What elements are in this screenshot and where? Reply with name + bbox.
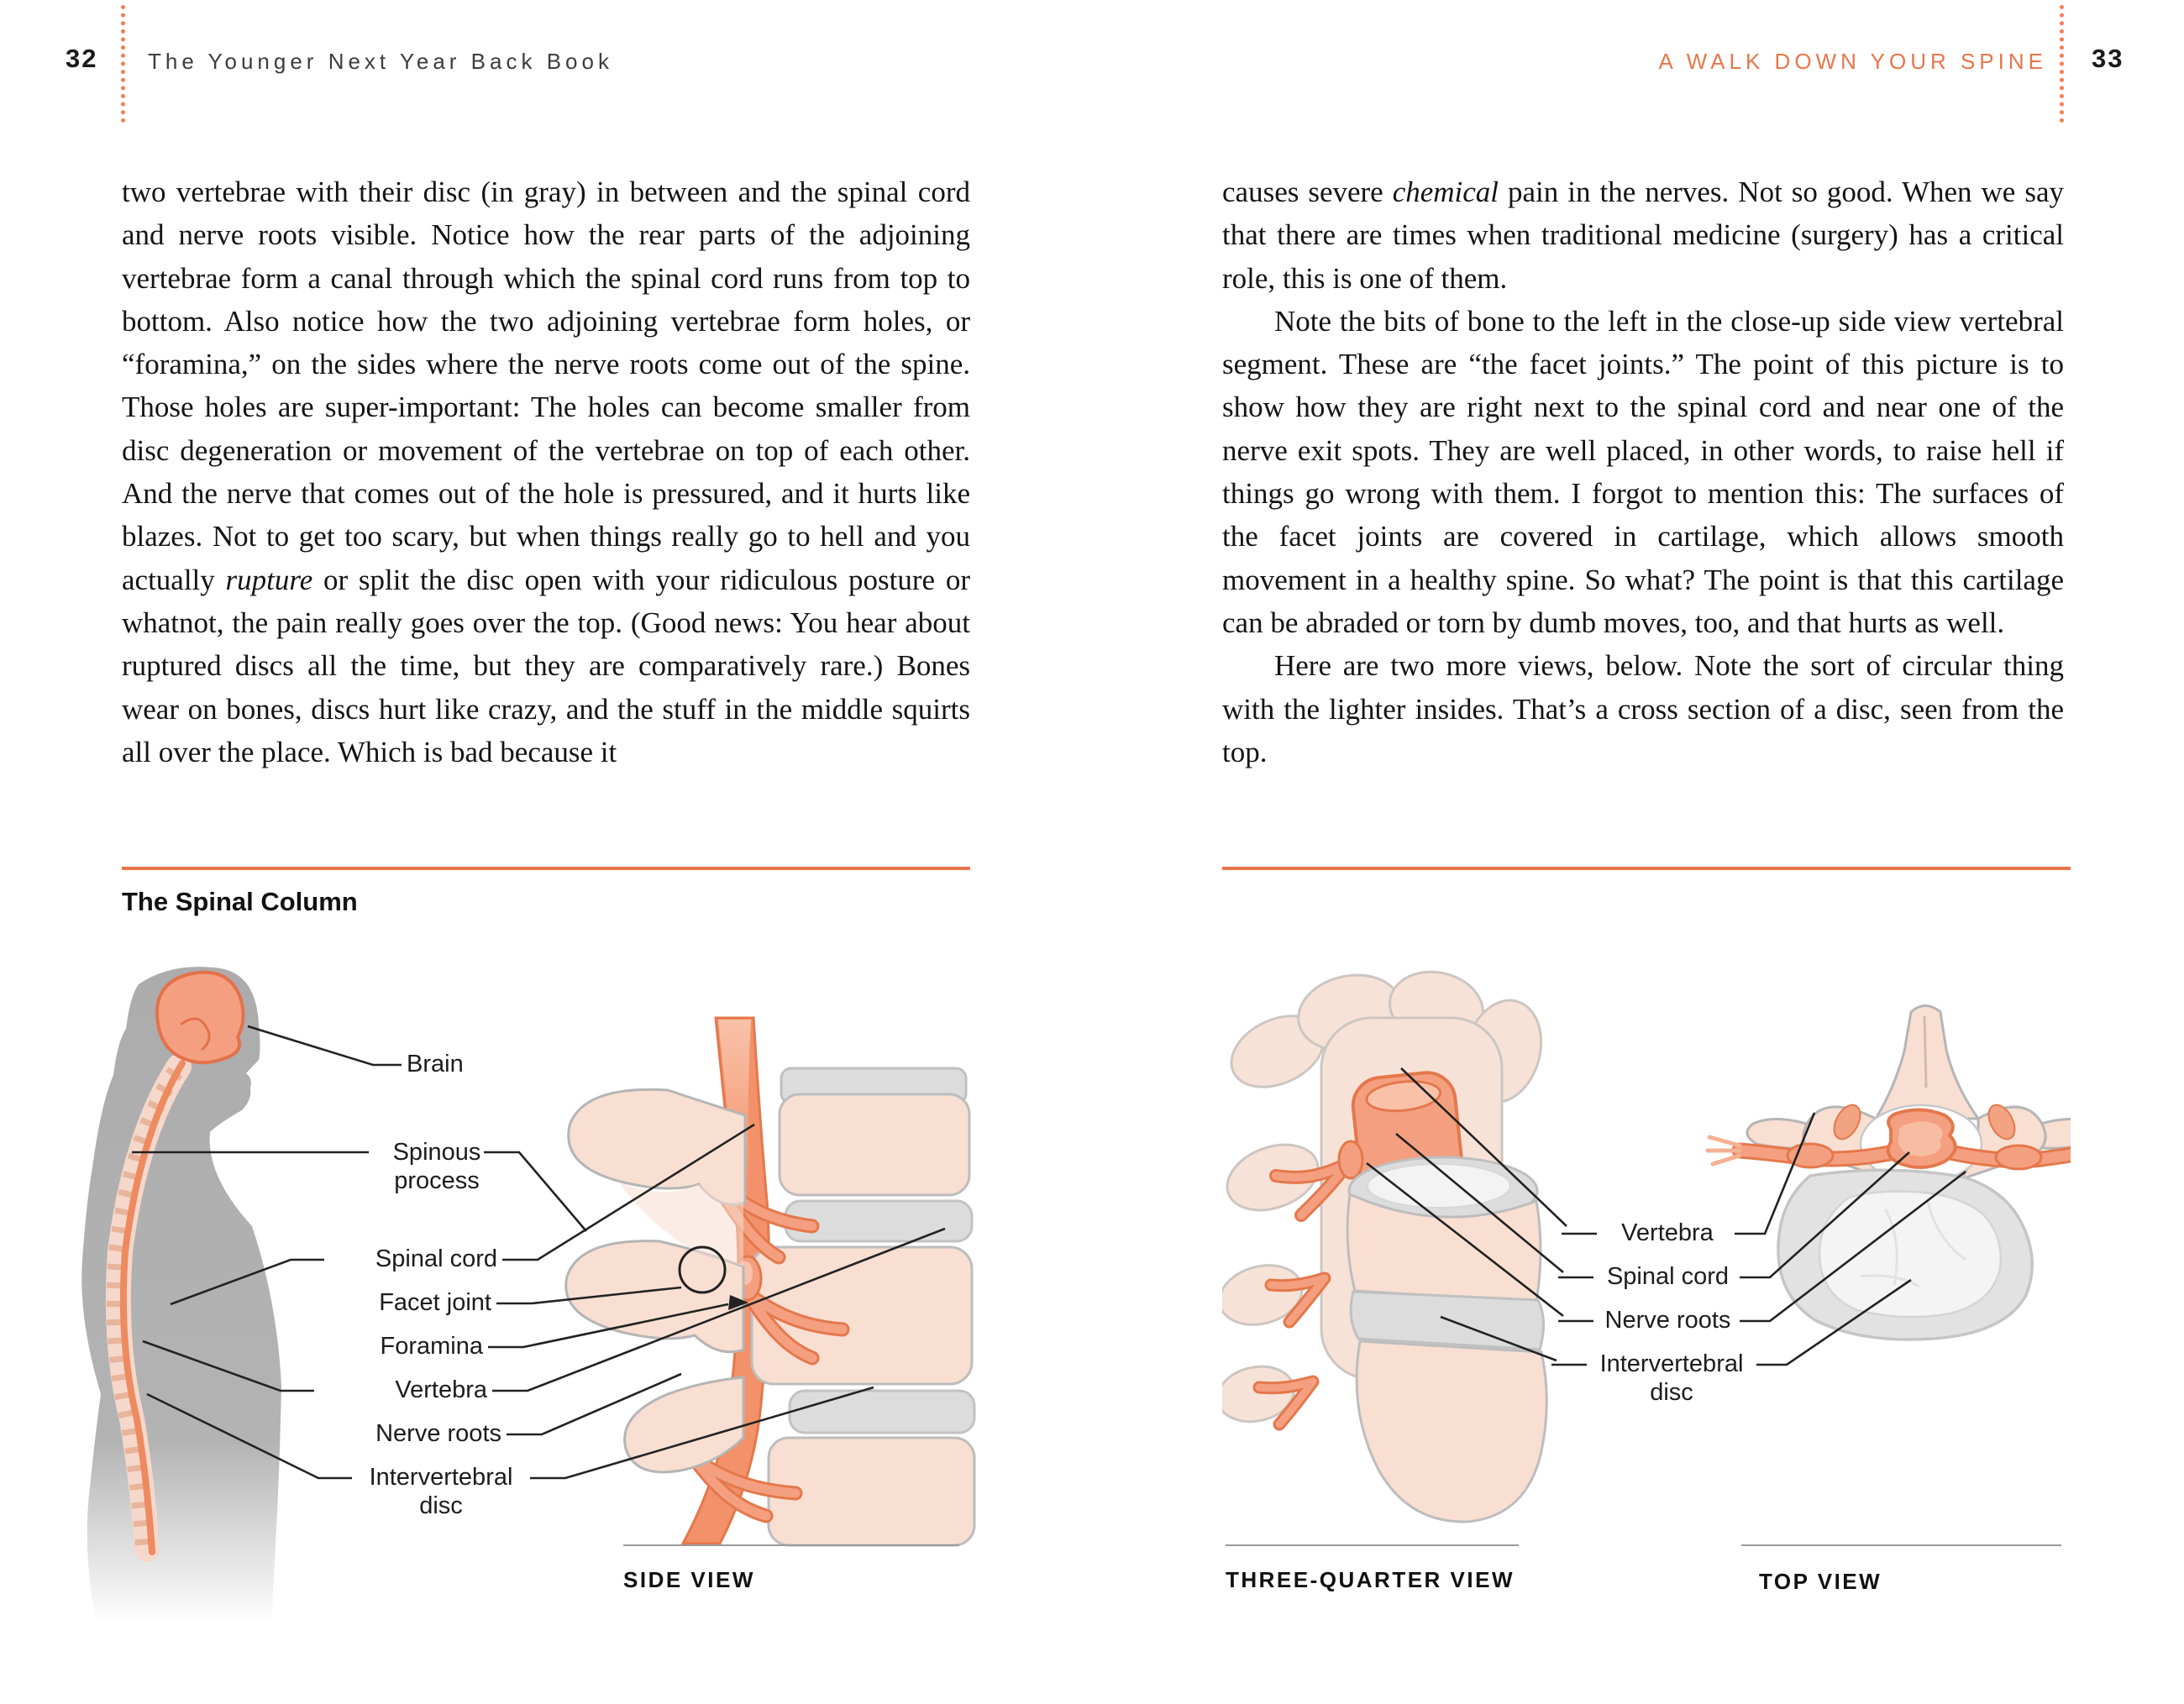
disc-nucleus-top [1819,1192,2001,1318]
label-spinous-process [374,1138,500,1195]
brain-leader [248,1026,402,1065]
intervertebral-disc-2 [790,1391,974,1433]
human-silhouette [81,967,281,1625]
text-run-italic: rupture [225,563,313,596]
label-spinal-cord: Spinal cord [1606,1263,1730,1290]
paragraph [122,170,970,773]
spinous-process-top [1876,1006,1978,1119]
body-text-left [122,170,970,773]
label-line: process [394,1167,480,1194]
header-dotted-rule-left [121,5,125,123]
text-run: or split the disc open with your ridiculous posture or whatnot, the pain really goes over the top. (Good news: You hear about ruptured discs all the time, but they are comparatively rare.) Bones wear on bones, discs hurt like crazy, and the stuff in the middle squirts all over the place. Which is bad because it [122,563,970,768]
figure-heading: The Spinal Column [122,887,358,916]
vertebra-views-figure [1222,924,2071,1704]
label-vertebra: Vertebra [395,1376,487,1403]
side-view-illustration [566,1018,974,1545]
page-number-left: 32 [66,44,98,73]
body-text-right [1222,170,2064,773]
label-nerve-roots: Nerve roots [375,1420,501,1447]
three-quarter-view-caption: THREE-QUARTER VIEW [1226,1567,1515,1592]
brain-shape [157,973,244,1062]
spinal-cord-inner [1898,1121,1943,1156]
page-number-right: 33 [2092,44,2124,73]
side-view-caption-rule [623,1544,959,1546]
text-run-italic: chemical [1392,176,1499,208]
vertebral-body-1 [780,1094,969,1195]
label-line: Spinous [392,1139,481,1166]
label-brain: Brain [407,1051,464,1077]
paragraph: Here are two more views, below. Note the sort of circular thing with the lighter insides. That’s a cross section of a disc, seen from the top. [1222,649,2064,768]
spinous-ridge [1924,1016,1926,1088]
text-run: causes severe [1222,176,1393,208]
label-line: disc [419,1492,463,1519]
text-run: pain in the nerves. Not so good. When we say that there are times when traditional medicine (surgery) has a critical role, this is one of them. [1222,176,2064,295]
label-facet-joint: Facet joint [379,1289,491,1316]
text-run: two vertebrae with their disc (in gray) in between and the spinal cord and nerve roots visible. Notice how the rear parts of the adjoining vertebrae form a canal through which the spinal cord runs from top to bottom. Also notice how the two adjoining vertebrae form holes, or “foramina,” on the sides where the nerve roots come out of the spine. Those holes are super-important: The holes can become smaller from disc degeneration or movement of the vertebrae on top of each other. And the nerve that comes out of the hole is pressured, and it hurts like blazes. Not to get too scary, but when things really go to hell and you actually [122,176,970,596]
figure-divider-rule-right [1222,867,2071,870]
label-line: disc [1650,1379,1693,1406]
label-vertebra: Vertebra [1621,1219,1714,1246]
header-dotted-rule-right [2060,5,2064,123]
book-page-right [1092,0,2184,1704]
label-line: Intervertebral [369,1464,513,1491]
paragraph: Note the bits of bone to the left in the close-up side view vertebral segment. These are “the facet joints.” The point of this picture is to show how they are right next to the spinal cord and near one of the nerve exit spots. They are well placed, in other words, to raise hell if things go wrong with them. I forgot to mention this: The surfaces of the facet joints are covered in cartilage, which allows smooth movement in a healthy spine. So what? The point is that this cartilage can be abraded or torn by dumb moves, too, and that hurts as well. [1222,304,2064,639]
top-view-caption: TOP VIEW [1759,1569,1882,1594]
label-foramina: Foramina [380,1333,483,1360]
figure-divider-rule-left [122,867,970,870]
label-line: Intervertebral [1599,1350,1744,1377]
vertebral-body-lower [1357,1341,1546,1522]
three-quarter-caption-rule [1226,1544,1519,1546]
spinal-column-illustration [80,924,979,1704]
top-view-caption-rule [1741,1544,2061,1546]
disc-band-lower [1351,1292,1543,1350]
running-title-right: A WALK DOWN YOUR SPINE [1658,49,2047,74]
top-view [1708,1006,2071,1340]
label-nerve-roots: Nerve roots [1604,1307,1731,1334]
running-title-left: The Younger Next Year Back Book [148,49,613,74]
label-intervertebral-disc [1592,1350,1751,1407]
label-spinal-cord: Spinal cord [375,1245,497,1272]
three-quarter-view [1222,963,1552,1522]
side-view-caption: SIDE VIEW [623,1567,755,1592]
label-intervertebral-disc [357,1463,525,1520]
paragraph [1222,170,2064,300]
spinal-column-figure [80,924,979,1704]
